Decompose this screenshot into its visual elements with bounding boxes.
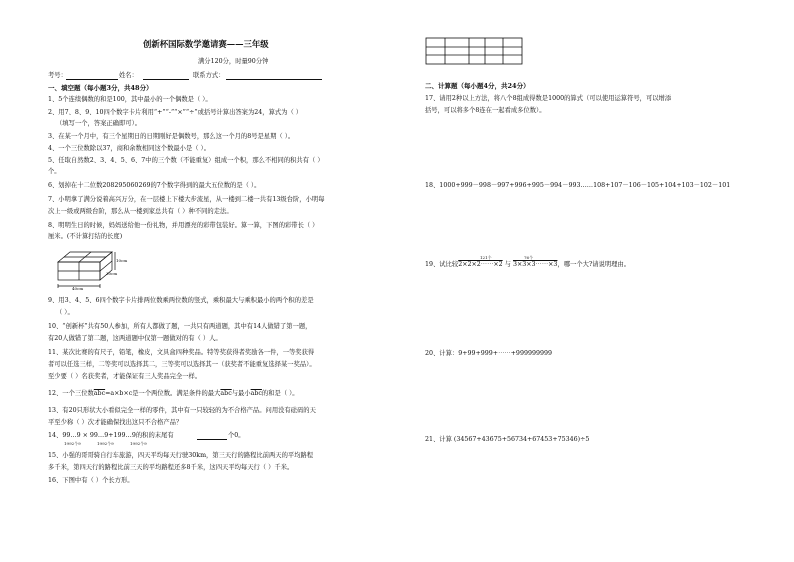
question-14-end: 个0。 (228, 432, 245, 439)
question-12-part-3: 与最小 (231, 390, 251, 397)
question-11-line-2: 者可以任选三样，二等奖可以选择其二，三等奖可以选择其一（获奖者不能重复选择某一奖品）。 (48, 361, 316, 368)
question-5-line-1: 5、任取自然数2、3、4、5、6、7中的三个数（不能重复）组成一个积，那么不相同的积共有（ ） (48, 157, 324, 164)
contact-field (226, 79, 322, 80)
contact-label: 联系方式： (193, 72, 225, 79)
question-20: 20、计算：9+99+999+⋯⋯+999999999 (425, 350, 552, 357)
question-9-line-1: 9、用3、4、5、6四个数字卡片排两位数乘两位数的竖式，乘积最大与乘积最小的两个积的差是 (48, 297, 314, 304)
question-2-line-2: （填写一个，答案正确即可）。 (56, 120, 142, 127)
question-14-prefix: 14、 (48, 432, 63, 439)
question-8-line-2: 厘米。(不计算打结的长度) (48, 233, 123, 240)
brace-label-b: 1992个9 (97, 441, 114, 446)
q19-expr-b: 3×3×3⋯⋯×3 (512, 261, 558, 268)
brace-label-a: 1992个9 (64, 441, 81, 446)
abc-min: $\overline{abc}$ (250, 390, 262, 397)
question-19 (425, 261, 630, 269)
width-label: 30cm (106, 271, 118, 276)
abc-number: $\overline{abc}$ (93, 390, 106, 397)
question-13-line-1: 13、有20只形状大小看似完全一样的零件，其中有一只较轻的为不合格产品。问用没有砝码的天 (48, 407, 316, 414)
question-2-line-1: 2、用7、8、9、10四个数字卡片利用“+”“-”“×”“÷”或括号计算出答案为24，算式为（ ） (48, 109, 303, 116)
question-5-line-2: 个。 (48, 168, 61, 175)
section-1-heading: 一、填空题（每小题3分，共48分） (48, 84, 153, 92)
question-17-line-2: 括号，可以将多个8连在一起看成多位数）。 (425, 107, 546, 114)
question-10-line-1: 10、“创新杯”共有50人参加，所有人都做了题，一共只有两道题，其中有14人做错了第一题， (48, 323, 312, 330)
question-14-times: × (80, 432, 90, 439)
question-11-line-1: 11、某次比赛的有尺子，铅笔，橡皮，文具盒四种奖品。特等奖获得者奖励各一件，一等奖获得 (48, 349, 315, 356)
gift-box-figure (52, 244, 142, 292)
question-1: 1、5个连续偶数的和是100，其中最小的一个偶数是（ ）。 (48, 96, 212, 103)
question-3: 3、在某一个月中，有三个星期日的日期刚好是偶数号，那么这一个月的8号是星期（ ）。 (48, 133, 295, 140)
question-18: 18、1000+999－998－997+996+995－994－993……108+107－106－105+104+103－102－101 (425, 182, 731, 189)
question-14-blank (197, 439, 227, 440)
question-4: 4、一个三位数除以37，商和余数相同这个数最小是（ ）。 (48, 145, 210, 152)
abc-max: $\overline{abc}$ (220, 390, 232, 397)
question-11-line-3: 至少要（ ）名获奖者，才能保证有三人奖品完全一样。 (48, 373, 202, 380)
name-label: 姓名： (119, 72, 138, 79)
rectangles-figure (425, 37, 523, 65)
q19-expr-a: 2×2×2⋯⋯×2 (458, 261, 503, 268)
question-14 (48, 432, 174, 440)
question-9-line-2: （ ）。 (56, 309, 74, 316)
question-10-line-2: 有20人做错了第二题，这两道题中仅第一题做对的有（ ）人。 (48, 335, 222, 342)
question-16: 16、下图中有（ ）个长方形。 (48, 477, 134, 484)
question-12-part-4: 的和是（ ）。 (261, 390, 299, 397)
question-12 (48, 390, 299, 398)
length-label: 40cm (72, 286, 84, 291)
question-7-line-1: 7、小明拿了满分说着高兴万分，在一层楼上下楼大步流星，从一楼到二楼一共有13级台阶，小明每 (48, 196, 325, 203)
question-13-line-2: 平至少称（ ）次才能确保找出这只不合格产品？ (48, 419, 183, 426)
question-8-line-1: 8、明明生日的时候，妈妈送给他一份礼物，并用漂亮的彩带包装好。算一算，下图的彩带长（ ） (48, 222, 319, 229)
question-14-suffix: 的积的末尾有 (135, 432, 174, 439)
question-14-factor-c: 199…9 (113, 432, 136, 439)
q19-count-a: 121个 (480, 255, 492, 260)
q19-prefix: 19、试比较 (425, 261, 459, 268)
q19-count-b: 76个 (524, 255, 534, 260)
question-6: 6、划掉在十二位数208295060269的7个数字得到的最大五位数的是（ ）。 (48, 182, 261, 189)
question-12-part-2: =a×b×c是一个两位数。满足条件的最大 (105, 390, 221, 397)
question-15-line-2: 多千米，第四天行的路程比前三天的平均路程还多8千米，这四天平均每天行（ ）千米。 (48, 464, 294, 471)
question-14-factor-a: 99…9 (62, 432, 81, 439)
question-17-line-1: 17、请用2种以上方法，将八个8组成得数是1000的算式（可以使用运算符号，可以增添 (425, 95, 672, 102)
question-7-line-2: 次上一级或两级台阶，那么从一楼到家总共有（ ）种不同的走法。 (48, 208, 233, 215)
question-15-line-1: 15、小强的哥哥骑自行车旅游，四天平均每天行驶30km，第三天行的路程比前两天的平均路程 (48, 452, 314, 459)
page-subtitle: 满分120分，时量90分钟 (198, 58, 269, 65)
page-title: 创新杯国际数学邀请赛——三年级 (143, 39, 269, 49)
name-field (143, 79, 189, 80)
question-21: 21、计算 (34567+43675+56734+67453+75346)÷5 (425, 436, 590, 443)
question-12-part-1: 12、一个三位数 (48, 390, 94, 397)
height-label: 10cm (116, 258, 128, 263)
ribbon-side (100, 261, 112, 271)
brace-label-c: 1992个9 (130, 441, 147, 446)
question-14-plus: + (108, 432, 114, 439)
exam-no-field (66, 79, 118, 80)
question-14-factor-b: 99…9 (89, 432, 109, 439)
exam-no-label: 考号： (48, 72, 67, 79)
q19-connector: 与 (502, 261, 513, 268)
section-2-heading: 二、计算题（每小题4分，共24分） (425, 82, 530, 90)
q19-suffix: ，哪一个大?请说明理由。 (557, 261, 631, 268)
